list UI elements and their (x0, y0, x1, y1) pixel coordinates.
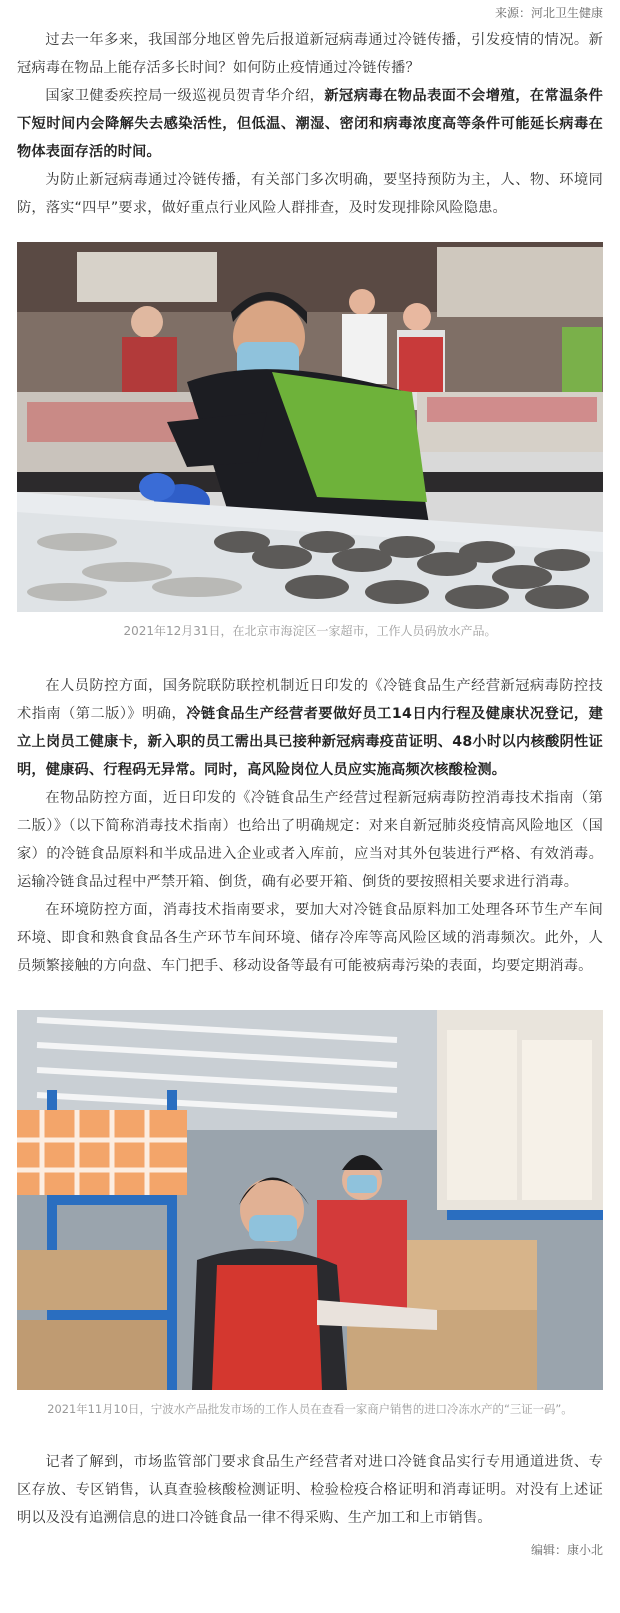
goods-paragraph: 在物品防控方面，近日印发的《冷链食品生产经营过程新冠病毒防控消毒技术指南（第二版）》（以下简称消毒技术指南）也给出了明确规定：对来自新冠肺炎疫情高风险地区（国家）的冷链食品原料和半成品进入企业或者入库前，应当对其外包装进行严格、有效消毒。运输冷链食品过程中严禁开箱、倒货，确有必要开箱、倒货的要按照相关要求进行消毒。 (17, 790, 603, 890)
environment-paragraph: 在环境防控方面，消毒技术指南要求，要加大对冷链食品原料加工处理各环节生产车间环境、即食和熟食食品各生产环节车间环境、储存冷库等高风险区域的消毒频次。此外，人员频繁接触的方向盘、车门把手、移动设备等最有可能被病毒污染的表面，均要定期消毒。 (17, 902, 603, 974)
intro-paragraph-3: 为防止新冠病毒通过冷链传播，有关部门多次明确，要坚持预防为主，人、物、环境同防，落实“四早”要求，做好重点行业风险人群排查，及时发现排除风险隐患。 (17, 172, 603, 216)
editor-label: 编辑：康小北 (530, 1543, 603, 1557)
intro-paragraph-2 (17, 82, 603, 166)
figure-2-caption: 2021年11月10日，宁波水产品批发市场的工作人员在查看一家商户销售的进口冷冻水产的“三证一码”。 (47, 1402, 573, 1416)
intro-paragraph-1: 过去一年多来，我国部分地区曾先后报道新冠病毒通过冷链传播，引发疫情的情况。新冠病毒在物品上能存活多长时间？如何防止疫情通过冷链传播？ (17, 32, 603, 76)
personnel-paragraph-lead: 在人员防控方面，国务院联防联控机制近日印发的《冷链食品生产经营新冠病毒防控技术指南（第二版）》明确， (17, 678, 603, 722)
supermarket-fish-illustration (17, 242, 603, 612)
cold-storage-photo (17, 1010, 603, 1390)
closing-paragraph: 记者了解到，市场监管部门要求食品生产经营者对进口冷链食品实行专用通道进货、专区存放、专区销售，认真查验核酸检测证明、检验检疫合格证明和消毒证明。对没有上述证明以及没有追溯信息的进口冷链食品一律不得采购、生产加工和上市销售。 (17, 1454, 603, 1526)
source-label: 来源：河北卫生健康 (494, 6, 603, 20)
personnel-paragraph-bold: 冷链食品生产经营者要做好员工14日内行程及健康状况登记，建立上岗员工健康卡，新入职的员工需出具已接种新冠病毒疫苗证明、48小时以内核酸阴性证明，健康码、行程码无异常。同时，高风险岗位人员应实施高频次核酸检测。 (17, 706, 603, 778)
figure-1-caption: 2021年12月31日，在北京市海淀区一家超市，工作人员码放水产品。 (123, 624, 497, 638)
intro-paragraph-2-bold: 新冠病毒在物品表面不会增殖，在常温条件下短时间内会降解失去感染活性，但低温、潮湿、密闭和病毒浓度高等条件可能延长病毒在物体表面存活的时间。 (17, 88, 603, 160)
personnel-paragraph (17, 672, 603, 784)
intro-paragraph-2-lead: 国家卫健委疾控局一级巡视员贺青华介绍， (45, 88, 325, 104)
supermarket-fish-photo (17, 242, 603, 612)
cold-storage-illustration (17, 1010, 603, 1390)
